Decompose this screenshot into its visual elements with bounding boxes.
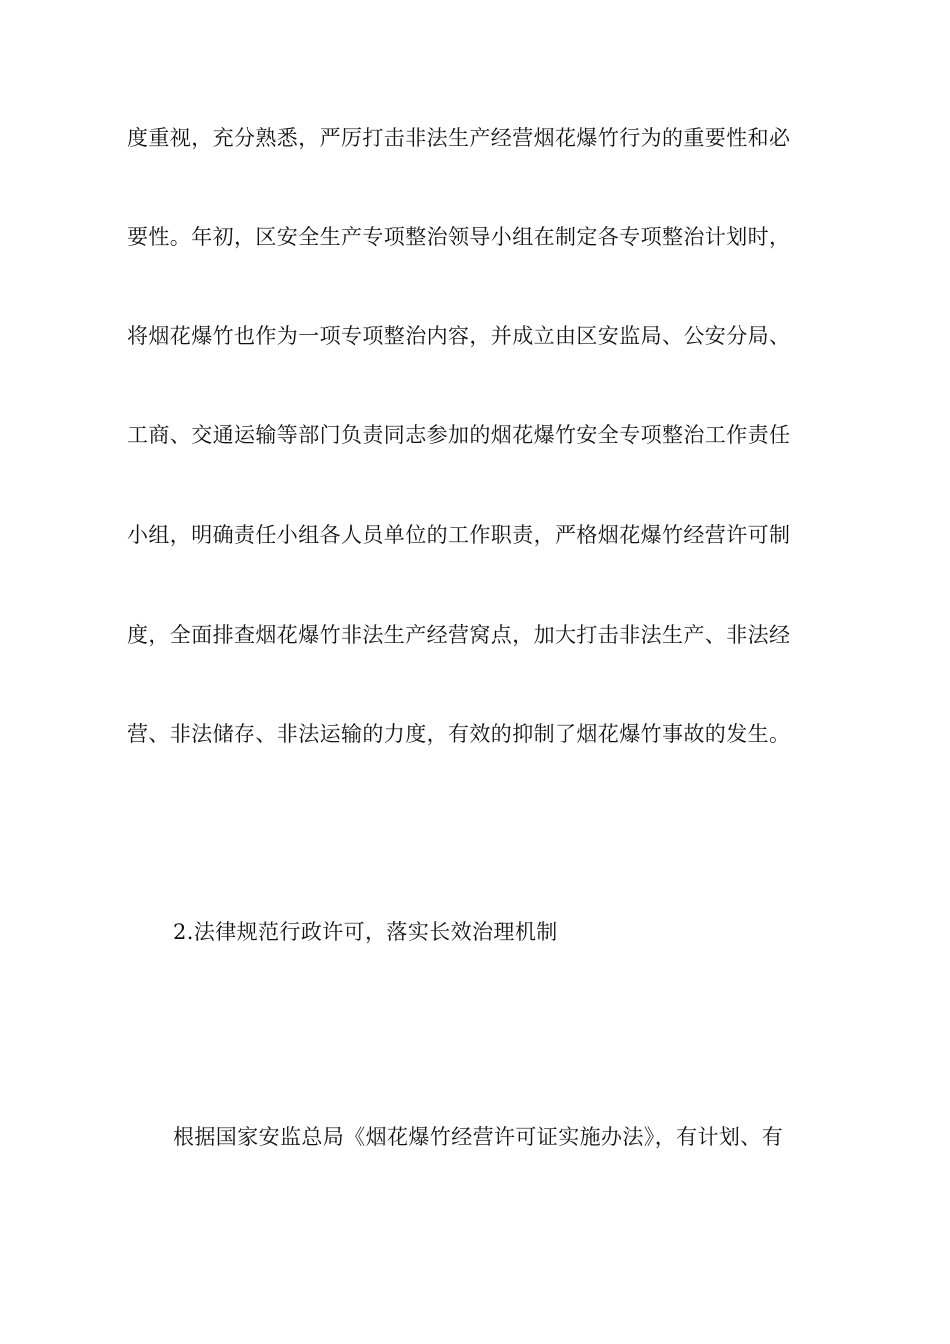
body-text-line: 小组，明确责任小组各人员单位的工作职责，严格烟花爆竹经营许可制 [127,523,791,547]
body-text-line: 根据国家安监总局《烟花爆竹经营许可证实施办法》，有计划、有 [173,1125,784,1149]
body-text-line: 将烟花爆竹也作为一项专项整治内容，并成立由区安监局、公安分局、 [127,324,791,348]
body-text-line: 度重视，充分熟悉，严厉打击非法生产经营烟花爆竹行为的重要性和必 [127,126,791,150]
body-text-line: 要性。年初，区安全生产专项整治领导小组在制定各专项整治计划时， [127,225,791,249]
section-heading: 2.法律规范行政许可，落实长效治理机制 [173,920,558,944]
body-text-line: 工商、交通运输等部门负责同志参加的烟花爆竹安全专项整治工作责任 [127,423,791,447]
body-text-line: 度，全面排查烟花爆竹非法生产经营窝点，加大打击非法生产、非法经 [127,623,791,647]
body-text-line: 营、非法储存、非法运输的力度，有效的抑制了烟花爆竹事故的发生。 [127,722,791,746]
